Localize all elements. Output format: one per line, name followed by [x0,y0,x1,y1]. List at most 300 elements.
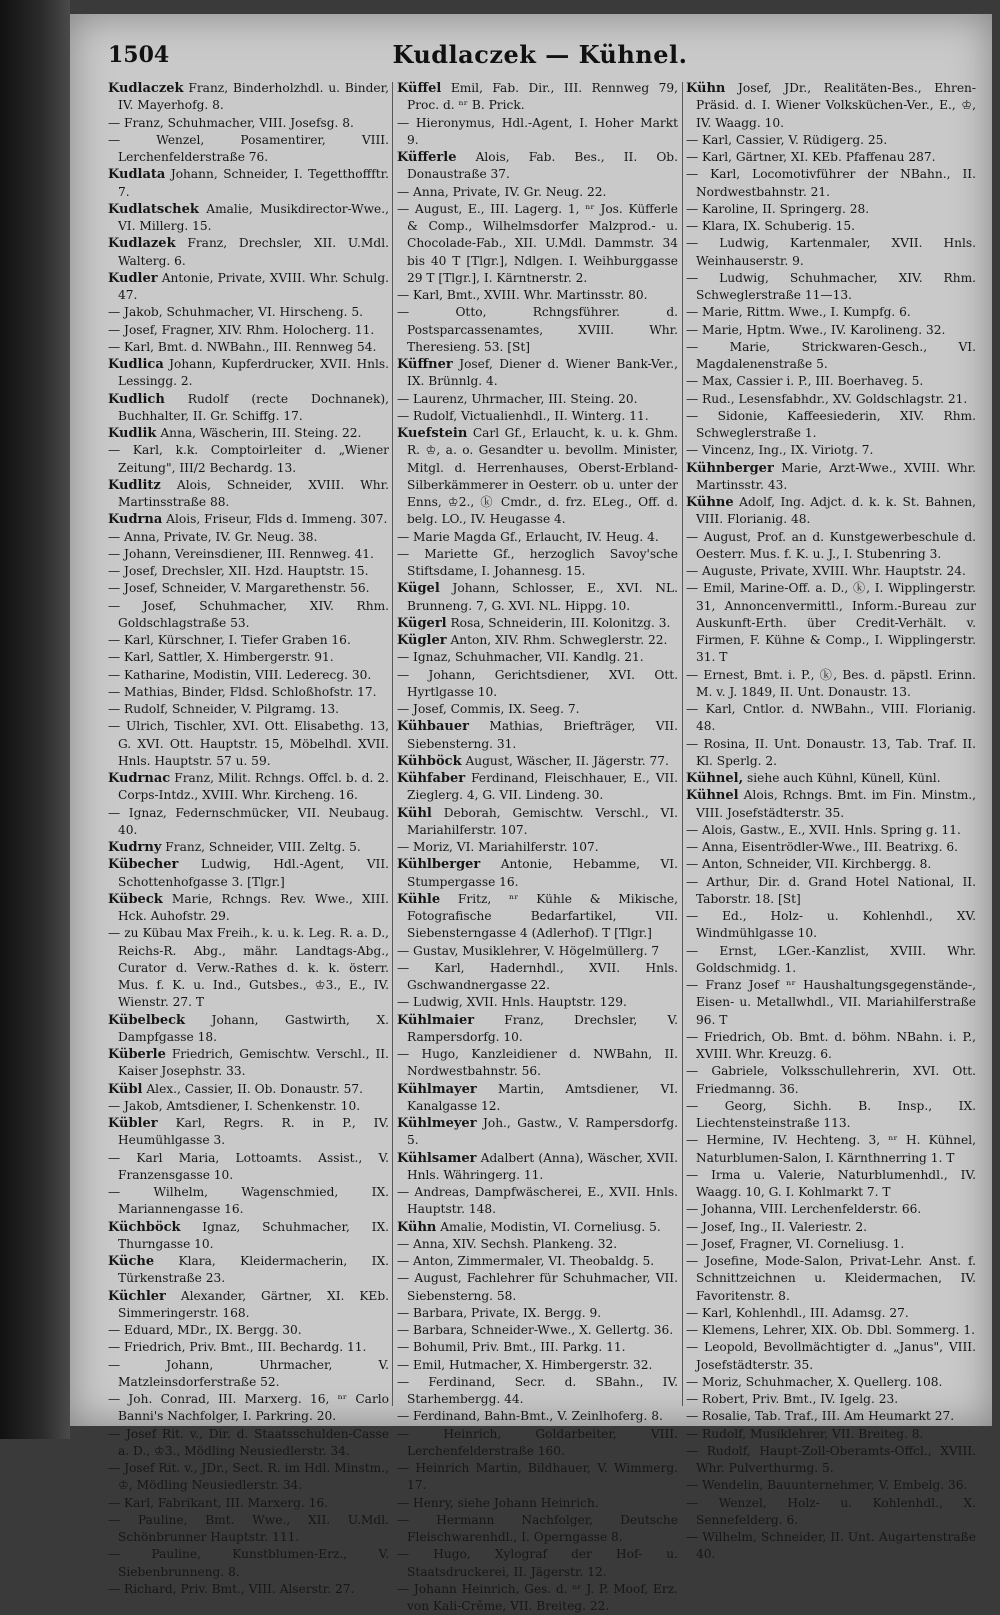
entry-text: — Barbara, Schneider-Wwe., X. Gellertg. 36. [397,1323,674,1337]
directory-entry [686,1236,976,1253]
entry-text: — Anna, XIV. Sechsh. Plankeng. 32. [397,1236,618,1251]
entry-surname: Kühnel, [686,771,744,786]
entry-surname: Küfferle [397,150,457,165]
entry-text: — Richard, Priv. Bmt., VIII. Alserstr. 27. [108,1581,355,1596]
entry-text: — Anton, Schneider, VII. Kirchbergg. 8. [686,857,932,872]
entry-text: — Bohumil, Priv. Bmt., III. Parkg. 11. [397,1340,626,1355]
directory-entry [108,1098,389,1115]
directory-entry [686,977,976,1029]
entry-text: — Auguste, Private, XVIII. Whr. Hauptstr. 24. [686,564,966,578]
entry-text: Ignaz, Schuhmacher, IX. Thurngasse 10. [118,1219,389,1251]
directory-entry [686,1063,976,1098]
entry-text: — Jakob, Schuhmacher, VI. Hirscheng. 5. [108,305,364,320]
entry-text: Rudolf (recte Dochnanek), Buchhalter, II. Gr. Schiffg. 17. [118,391,389,423]
directory-entry [397,856,678,891]
directory-entry [397,1081,678,1116]
entry-text: — Rudolf, Musiklehrer, VII. Breiteg. 8. [686,1426,924,1441]
entry-text: — Hermine, IV. Hechteng. 3, ⁿʳ H. Kühnel, Naturblumen-Salon, I. Kärnthnerring 1. T [686,1133,976,1165]
entry-text: — Karl, Kürschner, I. Tiefer Graben 16. [108,633,351,647]
directory-entry [108,1081,389,1098]
entry-text: Klara, Kleidermacherin, IX. Türkenstraße 23. [118,1254,389,1286]
directory-entry [686,667,976,702]
entry-text: Josef, Diener d. Wiener Bank-Ver., IX. Brünnlg. 4. [407,357,679,389]
directory-entry [108,563,389,580]
entry-surname: Kügel [397,581,440,597]
directory-entry [686,1167,976,1202]
entry-surname: Kudlitz [108,477,161,493]
directory-entry [108,270,389,305]
entry-text: Joh., Gastw., V. Rampersdorfg. 5. [407,1116,678,1148]
directory-entry [686,1201,976,1218]
entry-surname: Küche [108,1254,155,1269]
directory-entry [397,1012,678,1047]
entry-text: — Ernst, LGer.-Kanzlist, XVIII. Whr. Goldschmidg. 1. [686,943,976,975]
entry-text: — Henry, siehe Johann Heinrich. [397,1495,599,1510]
directory-entry [108,1512,389,1547]
directory-entry [108,580,389,597]
entry-text: Antonie, Private, XVIII. Whr. Schulg. 47. [118,270,389,302]
directory-entry [108,1460,389,1495]
directory-entry [108,701,389,718]
directory-entry [397,546,678,581]
directory-entry [108,235,389,270]
entry-surname: Kudrny [108,840,162,855]
directory-entry [108,322,389,339]
entry-text: Josef, JDr., Realitäten-Bes., Ehren-Präsid. d. I. Wiener Volksküchen-Ver., E., ♔, IV. Waagg. 10. [696,81,976,130]
directory-entry [108,304,389,321]
entry-text: Amalie, Musikdirector-Wwe., VI. Millerg. 15. [118,201,389,233]
entry-text: — Arthur, Dir. d. Grand Hotel National, II. Taborstr. 18. [St] [686,874,976,906]
entry-surname: Kübl [108,1081,143,1097]
directory-entry [686,1132,976,1167]
entry-surname: Kühl [397,805,432,821]
directory-entry [108,425,389,442]
directory-entry [108,132,389,167]
directory-entry [108,1322,389,1339]
entry-text: — Friedrich, Priv. Bmt., III. Bechardg. 11. [108,1340,367,1355]
directory-entry [686,1443,976,1478]
entry-surname: Kudler [108,270,158,286]
directory-entry [397,1322,678,1339]
directory-entry [686,701,976,736]
entry-text: — Ludwig, Kartenmaler, XVII. Hnls. Weinhauserstr. 9. [686,236,976,268]
directory-entry [686,373,976,390]
entry-text: — Josef, Schneider, V. Margarethenstr. 56. [108,581,370,596]
entry-text: — Karl, Hadernhdl., XVII. Hnls. Gschwandnergasse 22. [397,960,678,992]
entry-text: August, Wäscher, II. Jägerstr. 77. [465,753,669,768]
directory-entry [108,1581,389,1598]
entry-surname: Kübler [108,1116,158,1131]
entry-text: Alex., Cassier, II. Ob. Donaustr. 57. [146,1081,363,1096]
directory-entry [686,736,976,771]
entry-text: Emil, Fab. Dir., III. Rennweg 79, Proc. d. ⁿʳ B. Prick. [407,81,678,113]
directory-entry [397,1184,678,1219]
entry-text: — Karl, Cntlor. d. NWBahn., VIII. Florianig. 48. [686,702,976,734]
directory-entry [108,529,389,546]
entry-text: Alois, Schneider, XVIII. Whr. Martinsstraße 88. [118,477,390,509]
entry-text: Johann, Kupferdrucker, XVII. Hnls. Lessingg. 2. [118,357,389,389]
entry-text: Fritz, ⁿʳ Kühle & Mikische, Fotografische Bedarfartikel, VII. Siebensterngasse 4 (Adlerhof). T [Tlgr.] [407,891,678,941]
directory-entry [108,684,389,701]
entry-text: — Gustav, Musiklehrer, V. Högelmüllerg. 7 [397,943,660,958]
entry-surname: Kühn [397,1219,437,1235]
directory-entry [397,960,678,995]
directory-entry [686,442,976,459]
entry-surname: Kühlsamer [397,1150,477,1166]
entry-text: — August, Prof. an d. Kunstgewerbeschule d. Oesterr. Mus. f. K. u. J., I. Stubenring 3. [686,529,976,561]
directory-entry [397,753,678,770]
directory-entry [397,667,678,702]
entry-text: — Marie, Rittm. Wwe., I. Kumpfg. 6. [686,305,911,320]
entry-text: — Robert, Priv. Bmt., IV. Igelg. 23. [686,1392,899,1406]
directory-entry [108,546,389,563]
entry-text: — Emil, Marine-Off. a. D., ⓚ, I. Wipplingerstr. 31, Annoncenvermittl., Inform.-Bureau zur Auskunft-Erth. über Credit-Verhält. v. Firmen, F. Kühne & Comp., I. Wipplingerstr. 31. T [686,581,976,665]
entry-text: — Max, Cassier i. P., III. Boerhaveg. 5. [686,374,924,389]
entry-text: Ludwig, Hdl.-Agent, VII. Schottenhofgasse 3. [Tlgr.] [118,857,390,889]
entry-text: — Johann, Uhrmacher, V. Matzleinsdorferstraße 52. [108,1357,389,1389]
entry-text: — zu Kübau Max Freih., k. u. k. Leg. R. a. D., Reichs-R. Abg., mähr. Landtags-Abg., Curator d. Verw.-Rathes d. k. k. österr. Mus. f. K. u. Ind., Gutsbes., ♔3., E., IV. Wienstr. 27. T [108,926,389,1010]
entry-surname: Kübelbeck [108,1012,186,1028]
directory-entry [108,891,389,926]
directory-entry [397,425,678,529]
directory-entry [397,994,678,1011]
directory-entry [686,270,976,305]
entry-surname: Kudlazek [108,236,176,252]
entry-text: — Josef, Drechsler, XII. Hzd. Hauptstr. 15. [108,564,369,578]
directory-entry [397,1253,678,1270]
entry-text: Mathias, Briefträger, VII. Siebensterng. 31. [407,719,678,751]
entry-text: — Gabriele, Volksschullehrerin, XVI. Ott. Friedmanng. 36. [686,1064,976,1096]
entry-text: — Leopold, Bevollmächtigter d. „Janus", VIII. Josefstädterstr. 35. [686,1340,976,1372]
directory-entry [686,201,976,218]
entry-text: — Rudolf, Victualienhdl., II. Winterg. 11. [397,408,649,423]
directory-entry [397,649,678,666]
entry-text: — Ignaz, Schuhmacher, VII. Kandlg. 21. [397,650,644,665]
entry-text: — Marie, Hptm. Wwe., IV. Karolineng. 32. [686,322,946,337]
entry-text: — Ferdinand, Secr. d. SBahn., IV. Starhembergg. 44. [397,1374,678,1406]
entry-text: — Josefine, Mode-Salon, Privat-Lehr. Anst. f. Schnittzeichnen u. Kleidermachen, IV. Favoritenstr. 8. [686,1254,976,1303]
entry-surname: Küberle [108,1047,166,1062]
directory-entry [397,943,678,960]
directory-entry [397,80,678,115]
entry-text: — Georg, Sichh. B. Insp., IX. Liechtensteinstraße 113. [686,1098,976,1130]
directory-entry [686,839,976,856]
directory-entry [686,943,976,978]
directory-entry [686,1098,976,1133]
directory-entry [108,1357,389,1392]
entry-text: — Jakob, Amtsdiener, I. Schenkenstr. 10. [108,1098,361,1113]
entry-text: Friedrich, Gemischtw. Verschl., II. Kaiser Josephstr. 33. [118,1047,389,1079]
entry-text: Franz, Drechsler, XII. U.Mdl. Walterg. 6. [118,236,389,268]
entry-surname: Kühlmayer [397,1081,477,1097]
directory-entry [397,1426,678,1461]
directory-entry [686,1305,976,1322]
directory-entry [686,787,976,822]
running-title: Kudlaczek — Kühnel. [392,40,688,69]
entry-text: — Ludwig, Schuhmacher, XIV. Rhm. Schweglerstraße 11—13. [686,270,976,302]
entry-text: — Mathias, Binder, Fldsd. Schloßhofstr. 17. [108,684,377,699]
directory-entry [397,1305,678,1322]
directory-entry [108,1495,389,1512]
entry-text: — Rosina, II. Unt. Donaustr. 13, Tab. Traf. II. Kl. Sperlg. 2. [686,736,976,768]
entry-text: — August, E., III. Lagerg. 1, ⁿʳ Jos. Küfferle & Comp., Wilhelmsdorfer Malzprod.- u. Chocolade-Fab., XII. U.Mdl. Dammstr. 34 bis 40 T [Tlgr.], Ndlgen. I. Weihburggasse 29 T [Tlgr.], I. Kärntnerstr. 2. [397,201,678,285]
entry-surname: Kudrnac [108,771,171,786]
directory-entry [108,805,389,840]
page-number: 1504 [108,42,170,68]
entry-text: — Moriz, Schuhmacher, X. Quellerg. 108. [686,1374,943,1389]
entry-text: Alois, Rchngs. Bmt. im Fin. Minstm., VIII. Josefstädterstr. 35. [696,788,976,820]
directory-entry [686,132,976,149]
entry-text: — Emil, Hutmacher, X. Himbergerstr. 32. [397,1357,653,1372]
directory-entry [108,356,389,391]
entry-text: — Heinrich Martin, Bildhauer, V. Wimmerg. 17. [397,1461,678,1493]
entry-surname: Küffner [397,357,453,372]
entry-surname: Kühnberger [686,460,774,476]
directory-entry [108,1115,389,1150]
directory-entry [686,580,976,666]
entry-text: — Karl, Bmt. d. NWBahn., III. Rennweg 54. [108,339,377,354]
directory-entry [397,805,678,840]
directory-entry [397,184,678,201]
directory-entry [397,1408,678,1425]
entry-surname: Kügler [397,633,447,648]
directory-entry [108,80,389,115]
directory-entry [397,1357,678,1374]
directory-entry [397,1270,678,1305]
entry-surname: Kühlberger [397,857,481,873]
entry-text: — Hugo, Xylograf der Hof- u. Staatsdruckerei, II. Jägerstr. 12. [397,1547,678,1579]
entry-text: — Ed., Holz- u. Kohlenhdl., XV. Windmühlgasse 10. [686,909,976,941]
directory-entry [686,339,976,374]
directory-entry [108,115,389,132]
directory-entry [108,856,389,891]
entry-surname: Küchler [108,1288,166,1304]
entry-text: — Barbara, Private, IX. Bergg. 9. [397,1305,602,1320]
entry-text: — Ludwig, XVII. Hnls. Hauptstr. 129. [397,995,627,1010]
entry-text: Rosa, Schneiderin, III. Kolonitzg. 3. [450,615,671,630]
entry-text: Franz, Drechsler, V. Rampersdorfg. 10. [407,1012,678,1044]
entry-text: — Wilhelm, Schneider, II. Unt. Augartenstraße 40. [686,1530,976,1562]
entry-surname: Kudlik [108,426,157,441]
directory-entry [686,529,976,564]
directory-entry [397,1546,678,1581]
entry-text: — Johann, Gerichtsdiener, XVI. Ott. Hyrtlgasse 10. [397,667,678,699]
entry-text: — Hugo, Kanzleidiener d. NWBahn, II. Nordwestbahnstr. 56. [397,1047,678,1079]
directory-entry [108,391,389,426]
directory-entry [397,1495,678,1512]
entry-text: — Franz Josef ⁿʳ Haushaltungsgegenstände-, Eisen- u. Metallwhdl., VII. Mariahilferstraße 96. T [686,978,976,1027]
entry-surname: Kühne [686,495,734,510]
entry-text: — Pauline, Bmt. Wwe., XII. U.Mdl. Schönbrunner Hauptstr. 111. [108,1512,389,1544]
entry-text: Alexander, Gärtner, XI. KEb. Simmeringerstr. 168. [118,1288,390,1320]
directory-entry [108,339,389,356]
entry-text: Marie, Rchngs. Rev. Wwe., XIII. Hck. Auhofstr. 29. [118,891,390,923]
directory-entry [686,874,976,909]
column-2 [397,80,679,1613]
entry-surname: Küchböck [108,1219,181,1235]
column-divider [682,82,683,1406]
entry-text: — Rud., Lesensfabhdr., XV. Goldschlagstr. 21. [686,391,968,406]
directory-entry [108,477,389,512]
entry-text: — Karl, Sattler, X. Himbergerstr. 91. [108,650,334,665]
entry-text: Anna, Wäscherin, III. Steing. 22. [160,426,362,440]
entry-text: — Klemens, Lehrer, XIX. Ob. Dbl. Sommerg. 1. [686,1323,976,1337]
column-3 [686,80,976,1562]
entry-surname: Kühle [397,891,441,907]
directory-entry [686,563,976,580]
directory-entry [397,701,678,718]
directory-entry [686,494,976,529]
directory-entry [397,1236,678,1253]
entry-text: — Andreas, Dampfwäscherei, E., XVII. Hnls. Hauptstr. 148. [397,1185,678,1217]
directory-entry [108,667,389,684]
binding-shadow [0,0,70,1439]
entry-text: — Karl, Gärtner, XI. KEb. Pfaffenau 287. [686,150,936,164]
entry-text: — Karl, Fabrikant, III. Marxerg. 16. [108,1495,329,1510]
entry-text: — Mariette Gf., herzoglich Savoy'sche Stiftsdame, I. Johannesg. 15. [397,546,678,578]
entry-surname: Kühn [686,81,726,96]
entry-text: — Anna, Eisentrödler-Wwe., III. Beatrixg. 6. [686,840,959,854]
entry-surname: Kühlmaier [397,1012,475,1028]
directory-entry [397,529,678,546]
entry-surname: Kühfaber [397,771,466,786]
entry-text: Johann, Gastwirth, X. Dampfgasse 18. [118,1012,389,1044]
directory-entry [397,1150,678,1185]
entry-text: Marie, Arzt-Wwe., XVIII. Whr. Martinsstr. 43. [696,460,976,492]
directory-entry [108,1046,389,1081]
entry-surname: Kudrna [108,512,163,528]
entry-text: — Klara, IX. Schuberig. 15. [686,219,855,233]
entry-text: — Alois, Gastw., E., XVII. Hnls. Spring g. 11. [686,822,961,837]
entry-text: — Karl, Locomotivführer der NBahn., II. Nordwestbahnstr. 21. [686,167,976,199]
entry-text: — Josef, Fragner, XIV. Rhm. Holocherg. 11. [108,322,375,337]
entry-text: — Vincenz, Ing., IX. Viriotg. 7. [686,443,874,458]
entry-surname: Kühböck [397,753,462,769]
entry-text: — Johann, Vereinsdiener, III. Rennweg. 41. [108,546,374,561]
directory-entry [397,839,678,856]
directory-entry [686,822,976,839]
directory-entry [397,718,678,753]
directory-entry [686,1219,976,1236]
entry-text: — Karl Maria, Lottoamts. Assist., V. Franzensgasse 10. [108,1150,389,1182]
directory-entry [397,115,678,150]
entry-text: — Moriz, VI. Mariahilferstr. 107. [397,840,599,854]
directory-entry [397,304,678,356]
directory-entry [108,649,389,666]
entry-text: — Ulrich, Tischler, XVI. Ott. Elisabethg. 13, G. XVI. Ott. Hauptstr. 15, Möbelhdl. XVII. Hnls. Hauptstr. 57 u. 59. [108,719,389,768]
directory-entry [108,1546,389,1581]
entry-text: — Wenzel, Holz- u. Kohlenhdl., X. Sennefelderg. 6. [686,1495,976,1527]
entry-text: — August, Fachlehrer für Schuhmacher, VII. Siebensterng. 58. [397,1271,678,1303]
directory-entry [108,166,389,201]
directory-entry [108,1253,389,1288]
directory-entry [686,304,976,321]
entry-text: — Anna, Private, IV. Gr. Neug. 22. [397,184,607,199]
entry-text: — Josef, Schuhmacher, XIV. Rhm. Goldschlagstraße 53. [108,598,389,630]
directory-entry [397,1581,678,1615]
directory-entry [108,1339,389,1356]
entry-text: — Rosalie, Tab. Traf., III. Am Heumarkt 27. [686,1409,955,1424]
directory-entry [397,1115,678,1150]
entry-surname: Kübeck [108,891,163,907]
entry-text: — Irma u. Valerie, Naturblumenhdl., IV. Waagg. 10, G. I. Kohlmarkt 7. T [686,1167,976,1199]
entry-text: — Eduard, MDr., IX. Bergg. 30. [108,1323,302,1337]
entry-text: — Marie Magda Gf., Erlaucht, IV. Heug. 4. [397,529,659,544]
directory-entry [686,1029,976,1064]
directory-entry [108,1426,389,1461]
directory-entry [686,391,976,408]
entry-text: — Heinrich, Goldarbeiter, VIII. Lerchenfelderstraße 160. [397,1426,678,1458]
directory-entry [686,460,976,495]
entry-surname: Kübecher [108,857,179,873]
directory-entry [397,1374,678,1409]
directory-entry [686,1495,976,1530]
directory-entry [108,511,389,528]
directory-entry [397,770,678,805]
entry-text: — Hieronymus, Hdl.-Agent, I. Hoher Markt 9. [397,115,678,147]
directory-entry [686,149,976,166]
directory-entry [397,632,678,649]
entry-text: Adolf, Ing. Adjct. d. k. k. St. Bahnen, VIII. Florianig. 48. [696,495,976,527]
entry-text: Alois, Fab. Bes., II. Ob. Donaustraße 37. [407,150,678,182]
directory-entry [108,770,389,805]
directory-entry [686,1374,976,1391]
directory-entry [108,1219,389,1254]
directory-entry [397,356,678,391]
entry-text: — Wendelin, Bauunternehmer, V. Embelg. 36. [686,1478,968,1493]
directory-entry [397,391,678,408]
entry-text: — Karl, Bmt., XVIII. Whr. Martinsstr. 80. [397,288,648,302]
entry-surname: Kühlmeyer [397,1116,477,1131]
directory-entry [397,201,678,287]
entry-text: — Karoline, II. Springerg. 28. [686,201,870,216]
directory-entry [108,1288,389,1323]
entry-text: — Josef, Commis, IX. Seeg. 7. [397,702,580,716]
entry-text: — Johann Heinrich, Ges. d. ⁿʳ J. P. Moof, Erz. von Kali-Crême, VII. Breiteg. 22. [397,1581,678,1613]
entry-text: Ferdinand, Fleischhauer, E., VII. Zieglerg. 4, G. VII. Lindeng. 30. [407,771,679,803]
directory-entry [686,770,976,787]
directory-entry [108,1012,389,1047]
directory-entry [397,1512,678,1547]
directory-entry [686,1477,976,1494]
entry-text: — Karl, k.k. Comptoirleiter d. „Wiener Zeitung", III/2 Bechardg. 13. [108,443,389,475]
entry-text: — Rudolf, Haupt-Zoll-Oberamts-Offcl., XVIII. Whr. Pulverthurmg. 5. [686,1443,976,1475]
directory-entry [397,1339,678,1356]
entry-surname: Kühnel [686,788,739,804]
entry-text: — Katharine, Modistin, VIII. Lederecg. 30. [108,667,372,682]
entry-surname: Kudlatschek [108,201,199,217]
entry-text: — Friedrich, Ob. Bmt. d. böhm. NBahn. i. P., XVIII. Whr. Kreuzg. 6. [686,1029,976,1061]
entry-surname: Kudlich [108,391,165,407]
entry-text: — Josef, Ing., II. Valeriestr. 2. [686,1219,868,1234]
entry-text: Johann, Schneider, I. Tegetthoffftr. 7. [118,167,389,199]
directory-entry [108,442,389,477]
directory-entry [108,1391,389,1426]
directory-entry [108,632,389,649]
entry-text: — Sidonie, Kaffeesiederin, XIV. Rhm. Schweglerstraße 1. [686,408,976,440]
entry-surname: Küffel [397,81,442,96]
entry-text: — Marie, Strickwaren-Gesch., VI. Magdalenenstraße 5. [686,339,976,371]
directory-entry [108,1150,389,1185]
directory-entry [397,287,678,304]
directory-entry [686,1339,976,1374]
entry-text: — Ignaz, Federnschmücker, VII. Neubaug. 40. [108,805,389,837]
directory-entry [686,1253,976,1305]
directory-entry [686,1426,976,1443]
entry-surname: Kuefstein [397,426,468,441]
directory-entry [686,80,976,132]
directory-entry [108,1184,389,1219]
